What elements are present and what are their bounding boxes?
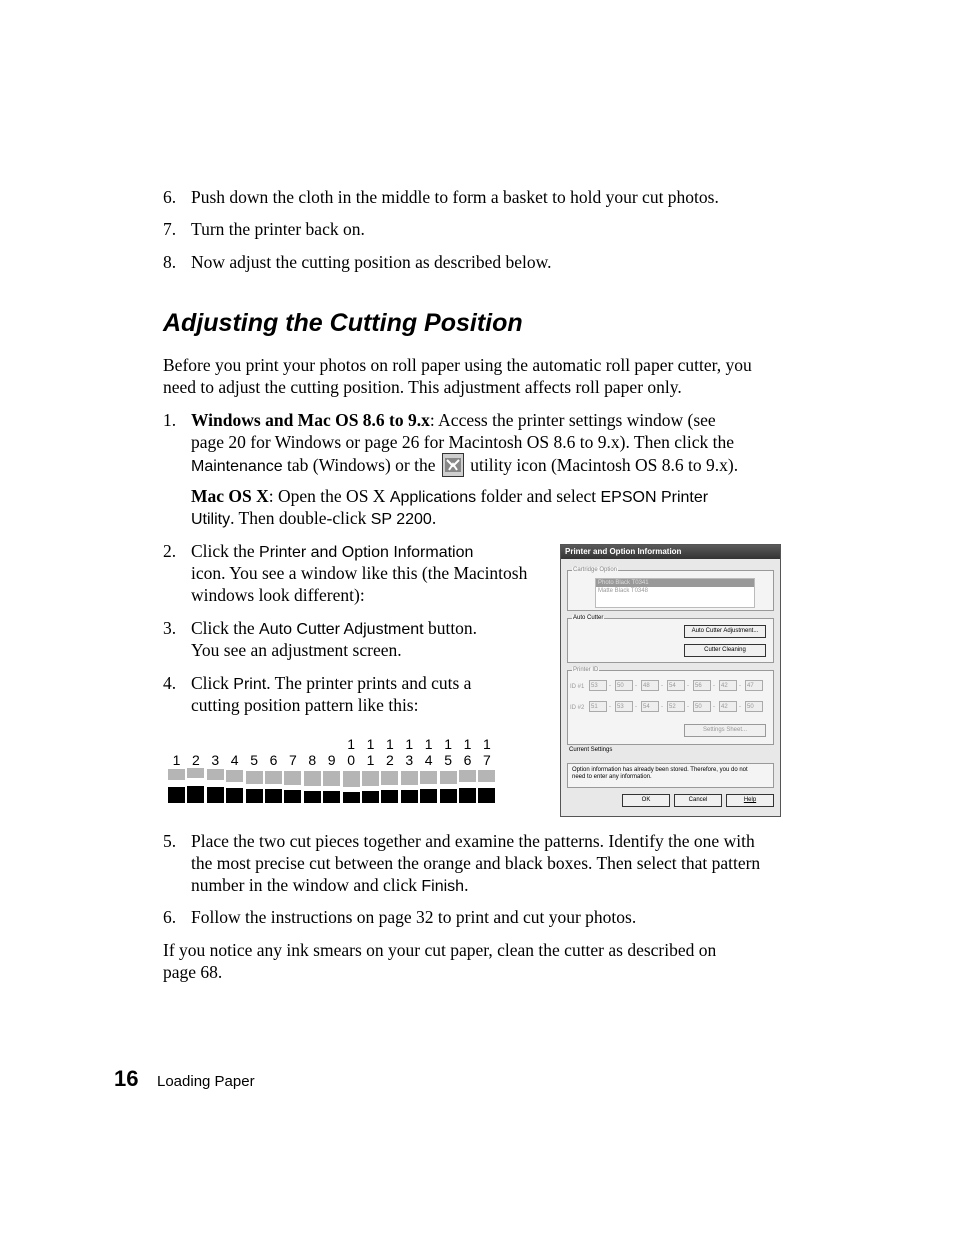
pattern-dark-box (265, 789, 282, 803)
pattern-dark-box (187, 786, 204, 803)
step-5-line-1: Place the two cut pieces together and examine the patterns. Identify the one with (191, 831, 755, 851)
applications-ref: Applications (389, 489, 477, 506)
id-separator: - (661, 704, 663, 710)
id-field[interactable]: 50 (693, 701, 711, 712)
step-4-number: 4. (163, 673, 177, 693)
pattern-light-box (362, 771, 379, 786)
pattern-number-tens: 1 (482, 736, 491, 752)
id-field[interactable]: 50 (615, 680, 633, 691)
current-settings-line-2: need to enter any information. (572, 774, 652, 780)
print-ref: Print (233, 676, 267, 693)
printer-id-group (567, 667, 774, 745)
pattern-light-box (246, 771, 263, 784)
step-5-line-2: the most precise cut between the orange and black boxes. Then select that pattern (191, 853, 761, 873)
pattern-number: 7 (288, 752, 297, 768)
help-button[interactable]: Help (726, 794, 774, 807)
intro-line-1: Before you print your photos on roll paper using the automatic roll paper cutter, you (163, 355, 752, 375)
pattern-number-tens: 1 (385, 736, 394, 752)
pattern-light-box (304, 771, 321, 786)
macosx-text-c: . Then double-click (230, 508, 371, 528)
pattern-dark-box (168, 787, 185, 803)
step-3-text-a: Click the (191, 618, 260, 638)
step-text: Now adjust the cutting position as described below. (191, 252, 552, 272)
pattern-number-tens: 1 (366, 736, 375, 752)
id-separator: - (687, 704, 689, 710)
pattern-light-box (187, 768, 204, 778)
step-number: 7. (163, 219, 177, 239)
macosx-bold: Mac OS X (191, 486, 269, 506)
pattern-dark-box (440, 789, 457, 803)
maintenance-tab-ref: Maintenance (191, 458, 283, 475)
current-settings-line-1: Option information has already been stored. Therefore, you do not (572, 767, 748, 773)
step-1-bold: Windows and Mac OS 8.6 to 9.x (191, 410, 430, 430)
pattern-dark-box (362, 791, 379, 803)
section-heading: Adjusting the Cutting Position (163, 309, 523, 337)
intro-line-2: need to adjust the cutting position. This adjustment affects roll paper only. (163, 377, 682, 397)
pattern-dark-box (459, 788, 476, 803)
pattern-dark-box (343, 792, 360, 803)
pattern-number: 4 (424, 752, 433, 768)
pattern-dark-box (323, 791, 340, 803)
id-field[interactable]: 51 (589, 701, 607, 712)
settings-sheet-button[interactable]: Settings Sheet... (684, 724, 766, 737)
step-6b-number: 6. (163, 907, 177, 927)
step-3-text-b: button. (423, 618, 478, 638)
pattern-number: 6 (269, 752, 278, 768)
printer-utility-icon (442, 453, 464, 477)
step-1-line-3 (191, 453, 738, 478)
step-text: Turn the printer back on. (191, 219, 365, 239)
id-field[interactable]: 47 (745, 680, 763, 691)
pattern-number: 6 (463, 752, 472, 768)
step-1-number: 1. (163, 410, 177, 430)
current-settings-label: Current Settings (569, 747, 613, 753)
pattern-number-tens: 1 (405, 736, 414, 752)
id-field[interactable]: 42 (719, 680, 737, 691)
id-field[interactable]: 56 (693, 680, 711, 691)
step-3-line-1 (191, 617, 477, 641)
id2-fields (589, 701, 769, 714)
finish-ref: Finish (421, 878, 465, 895)
auto-cutter-adjustment-button[interactable]: Auto Cutter Adjustment... (684, 625, 766, 638)
cutter-cleaning-button[interactable]: Cutter Cleaning (684, 644, 766, 657)
pattern-number: 5 (250, 752, 258, 768)
pattern-light-box (420, 771, 437, 784)
step-4-text-b: . The printer prints and cuts a (266, 673, 472, 693)
pattern-dark-box (304, 791, 321, 803)
step-1-line-2: page 20 for Windows or page 26 for Macintosh OS 8.6 to 9.x). Then click the (191, 432, 734, 452)
pattern-number: 9 (327, 752, 336, 768)
pattern-light-box (440, 771, 457, 784)
pattern-number: 0 (347, 752, 355, 768)
pattern-light-box (343, 771, 360, 787)
pattern-number: 8 (308, 752, 317, 768)
id-separator: - (635, 683, 637, 689)
step-1-text-3a: tab (Windows) or the (282, 455, 436, 475)
step-4-line-2: cutting position pattern like this: (191, 695, 419, 715)
macosx-text-b: folder and select (476, 486, 601, 506)
utility-ref: Utility (191, 511, 231, 528)
pattern-dark-box (381, 790, 398, 803)
step-2-line-3: windows look different): (191, 585, 365, 605)
cartridge-option-group (567, 567, 774, 611)
step-5-text-b: . (464, 875, 469, 895)
pattern-dark-box (284, 790, 301, 803)
pattern-light-box (284, 771, 301, 785)
ok-button[interactable]: OK (622, 794, 670, 807)
id-separator: - (687, 683, 689, 689)
auto-cutter-label: Auto Cutter (573, 615, 604, 621)
footer-section: Loading Paper (157, 1073, 255, 1090)
pattern-light-box (226, 770, 243, 782)
id-separator: - (635, 704, 637, 710)
pattern-dark-box (420, 789, 437, 803)
id-separator: - (661, 683, 663, 689)
pattern-number: 4 (230, 752, 239, 768)
macosx-line-2 (191, 507, 436, 531)
sp2200-ref: SP 2200 (370, 511, 432, 528)
pattern-number-tens: 1 (463, 736, 472, 752)
pattern-number-tens: 1 (444, 736, 452, 752)
cartridge-option-label: Cartridge Option (573, 567, 618, 573)
id-field[interactable]: 54 (667, 680, 685, 691)
printer-option-info-ref: Printer and Option Information (259, 544, 474, 561)
macosx-text-a: : Open the OS X (268, 486, 390, 506)
pattern-number-tens: 1 (424, 736, 433, 752)
page-number: 16 (114, 1066, 139, 1091)
auto-cutter-group (567, 615, 774, 663)
pattern-number: 3 (405, 752, 414, 768)
id-separator: - (713, 704, 715, 710)
step-number: 6. (163, 187, 177, 207)
step-text: Push down the cloth in the middle to form a basket to hold your cut photos. (191, 187, 719, 207)
pattern-number: 1 (172, 752, 181, 768)
step-2-text: Click the (191, 541, 260, 561)
pattern-dark-box (226, 788, 243, 803)
pattern-number-tens: 1 (347, 736, 355, 752)
id-separator: - (739, 704, 741, 710)
step-5-line-3 (191, 874, 468, 898)
step-3-line-2: You see an adjustment screen. (191, 640, 402, 660)
pattern-number: 1 (366, 752, 375, 768)
step-number: 8. (163, 252, 177, 272)
step-5-number: 5. (163, 831, 177, 851)
pattern-light-box (478, 770, 495, 782)
printer-option-dialog (560, 544, 781, 817)
step-4-line-1 (191, 672, 471, 696)
pattern-number: 5 (444, 752, 452, 768)
step-5-text-a: number in the window and click (191, 875, 422, 895)
step-2-number: 2. (163, 541, 177, 561)
cartridge-list[interactable] (595, 578, 755, 608)
id-field[interactable]: 42 (719, 701, 737, 712)
id1-fields (589, 680, 769, 693)
step-6b-text: Follow the instructions on page 32 to print and cut your photos. (191, 907, 637, 927)
id1-label: ID #1 (570, 684, 585, 690)
pattern-dark-box (478, 788, 495, 803)
id-field[interactable]: 53 (589, 680, 607, 691)
pattern-light-box (381, 771, 398, 785)
closing-line-1: If you notice any ink smears on your cut paper, clean the cutter as described on (163, 940, 717, 960)
step-1-text-3b: utility icon (Macintosh OS 8.6 to 9.x). (470, 455, 739, 475)
pattern-light-box (459, 770, 476, 782)
id2-label: ID #2 (570, 705, 585, 711)
macosx-text-d: . (431, 508, 437, 528)
id-field[interactable]: 54 (641, 701, 659, 712)
step-4-text-a: Click (191, 673, 234, 693)
cutting-pattern (167, 737, 497, 807)
closing-line-2: page 68. (163, 962, 223, 982)
pattern-number: 2 (191, 752, 200, 768)
step-1-line-1 (191, 409, 716, 431)
epson-printer-ref: EPSON Printer (600, 489, 709, 506)
pattern-light-box (168, 769, 185, 780)
pattern-light-box (207, 769, 224, 780)
list-item[interactable]: Photo Black T0341 (596, 579, 754, 587)
id-field[interactable]: 53 (615, 701, 633, 712)
cancel-button[interactable]: Cancel (674, 794, 722, 807)
pattern-light-box (401, 771, 418, 785)
printer-id-label: Printer ID (573, 667, 599, 673)
id-separator: - (739, 683, 741, 689)
pattern-number: 2 (385, 752, 394, 768)
pattern-dark-box (401, 790, 418, 803)
step-2-line-1 (191, 540, 473, 564)
id-field[interactable]: 50 (745, 701, 763, 712)
id-field[interactable]: 52 (667, 701, 685, 712)
step-3-number: 3. (163, 618, 177, 638)
id-separator: - (609, 704, 611, 710)
list-item[interactable]: Matte Black T0348 (598, 588, 648, 594)
pattern-dark-box (207, 787, 224, 803)
id-separator: - (609, 683, 611, 689)
pattern-light-box (323, 771, 340, 786)
id-separator: - (713, 683, 715, 689)
pattern-light-box (265, 771, 282, 784)
pattern-dark-box (246, 789, 263, 803)
current-settings-box (567, 763, 774, 788)
auto-cutter-ref: Auto Cutter Adjustment (259, 621, 424, 638)
dialog-title: Printer and Option Information (561, 545, 780, 559)
pattern-number: 3 (211, 752, 220, 768)
step-1-text: : Access the printer settings window (see (429, 410, 716, 430)
step-2-line-2: icon. You see a window like this (the Macintosh (191, 563, 528, 583)
macosx-line-1 (191, 485, 708, 509)
pattern-number: 7 (482, 752, 491, 768)
id-field[interactable]: 48 (641, 680, 659, 691)
